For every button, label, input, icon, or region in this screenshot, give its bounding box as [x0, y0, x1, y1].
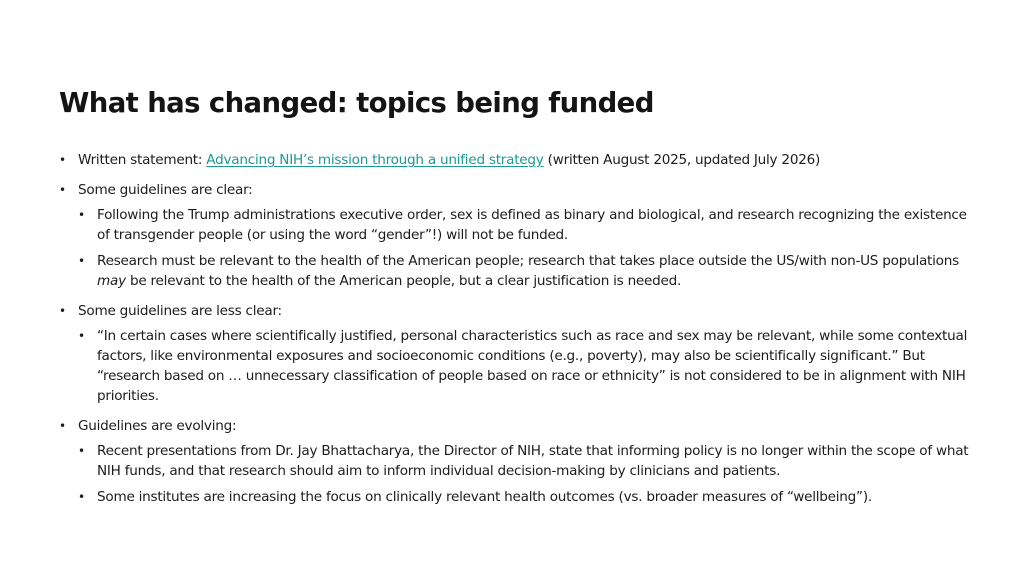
bullet-dot-icon: • [59, 183, 66, 197]
bullet-dot-icon: • [78, 254, 85, 268]
sub-bullet-list [78, 441, 979, 507]
slide-content [59, 150, 979, 517]
sub-bullet-list [78, 326, 979, 406]
bullet-less-clear-guidelines [59, 301, 979, 406]
sub-bullet-text: Following the Trump administrations executive order, sex is defined as binary and biological, and research recognizing the existence of transgender people (or using the word “gender”!) will not be funded. [97, 207, 967, 243]
sub-bullet-list [78, 205, 979, 291]
sub-bullet-text-after: be relevant to the health of the American people, but a clear justification is needed. [125, 273, 682, 289]
sub-bullet-item [78, 205, 979, 245]
bullet-text: Some guidelines are clear: [78, 182, 253, 198]
bullet-written-statement [59, 150, 979, 170]
bullet-dot-icon: • [59, 419, 66, 433]
bullet-text: Guidelines are evolving: [78, 418, 237, 434]
bullet-evolving-guidelines [59, 416, 979, 507]
slide-title: What has changed: topics being funded [59, 87, 654, 119]
bullet-dot-icon: • [78, 444, 85, 458]
bullet-clear-guidelines [59, 180, 979, 291]
sub-bullet-text-before: Research must be relevant to the health of the American people; research that takes place outside the US/with non-US populations [97, 253, 959, 269]
sub-bullet-emphasis: may [97, 273, 126, 289]
sub-bullet-item [78, 487, 979, 507]
sub-bullet-item [78, 326, 979, 406]
strategy-link[interactable]: Advancing NIH’s mission through a unified strategy [206, 152, 544, 168]
sub-bullet-item [78, 441, 979, 481]
bullet-suffix: (written August 2025, updated July 2026) [543, 152, 821, 168]
bullet-dot-icon: • [78, 329, 85, 343]
bullet-prefix: Written statement: [78, 152, 207, 168]
bullet-dot-icon: • [78, 208, 85, 222]
bullet-dot-icon: • [59, 153, 66, 167]
bullet-dot-icon: • [59, 304, 66, 318]
sub-bullet-text: Recent presentations from Dr. Jay Bhattacharya, the Director of NIH, state that informing policy is no longer within the scope of what NIH funds, and that research should aim to inform individual decision-making by clinicians and patients. [97, 443, 969, 479]
bullet-dot-icon: • [78, 490, 85, 504]
bullet-list [59, 150, 979, 507]
sub-bullet-text: Some institutes are increasing the focus on clinically relevant health outcomes (vs. broader measures of “wellbeing”). [97, 489, 872, 505]
bullet-text: Some guidelines are less clear: [78, 303, 282, 319]
sub-bullet-item [78, 251, 979, 291]
sub-bullet-text: “In certain cases where scientifically justified, personal characteristics such as race and sex may be relevant, while some contextual factors, like environmental exposures and socioeconomic conditions (e.g., poverty), may also be scientifically significant.” But “research based on … unnecessary classification of people based on race or ethnicity” is not considered to be in alignment with NIH priorities. [97, 328, 968, 404]
